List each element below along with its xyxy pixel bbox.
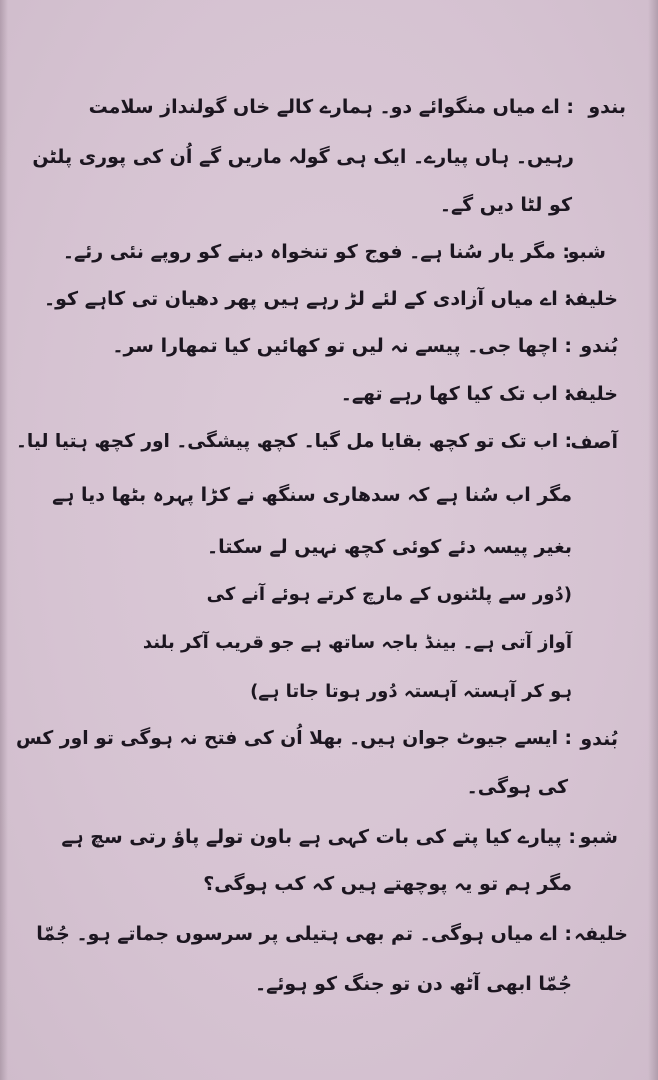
stage-direction-line: ہو کر آہستہ آہستہ دُور ہوتا جاتا ہے) <box>250 681 572 702</box>
dialogue-line: کی ہوگی۔ <box>466 776 568 798</box>
dialogue-line: بغیر پیسہ دئے کوئی کچھ نہیں لے سکتا۔ <box>206 536 572 558</box>
speaker-name: خلیفہ <box>563 383 618 405</box>
dialogue-line: رہیں۔ ہاں پیارے۔ ایک ہی گولہ ماریں گے اُن کی پوری پلٹن <box>32 146 574 168</box>
stage-direction-line: (دُور سے پلٹنوں کے مارچ کرتے ہوئے آنے کی <box>206 584 572 605</box>
dialogue-line: : اب تک کیا کھا رہے تھے۔ <box>340 383 572 405</box>
speaker-name: خلیفہ <box>573 923 628 945</box>
speaker-name: بندو <box>588 96 626 118</box>
dialogue-line: : اب تک تو کچھ بقایا مل گیا۔ کچھ پیشگی۔ اور کچھ ہتیا لیا۔ <box>16 431 572 452</box>
dialogue-line: : ایسے جیوٹ جوان ہیں۔ بھلا اُن کی فتح نہ ہوگی تو اور کس <box>15 728 572 749</box>
speaker-name: شبو <box>579 826 618 848</box>
dialogue-line: : اے میاں منگوائے دو۔ ہمارے کالے خاں گولنداز سلامت <box>88 96 574 118</box>
dialogue-line: : اے میاں ہوگی۔ تم بھی ہتیلی پر سرسوں جماتے ہو۔ جُمّا <box>36 923 572 945</box>
dialogue-line: مگر ہم تو یہ پوچھتے ہیں کہ کب ہوگی؟ <box>203 873 572 895</box>
dialogue-line: : اے میاں آزادی کے لئے لڑ رہے ہیں پھر دھیان تی کاہے کو۔ <box>43 288 572 310</box>
stage-direction-line: آواز آتی ہے۔ بینڈ باجہ ساتھ ہے جو قریب آکر بلند <box>142 632 572 653</box>
dialogue-line: جُمّا ابھی آٹھ دن تو جنگ کو ہوئے۔ <box>255 973 572 995</box>
dialogue-line: : اچھا جی۔ پیسے نہ لیں تو کھائیں کیا تمھارا سر۔ <box>112 335 572 357</box>
speaker-name: شبو <box>567 241 606 263</box>
speaker-name: بُندو <box>580 335 618 357</box>
dialogue-line: : مگر یار سُنا ہے۔ فوج کو تنخواہ دینے کو روپے نئی رئے۔ <box>62 241 570 263</box>
page-edge-shadow <box>648 0 658 1080</box>
speaker-name: بُندو <box>580 728 618 750</box>
dialogue-line: کو لٹا دیں گے۔ <box>439 194 572 216</box>
dialogue-line: : پیارے کیا پتے کی بات کہی ہے باون تولے پاؤ رتی سچ ہے <box>61 826 576 848</box>
dialogue-line: مگر اب سُنا ہے کہ سدھاری سنگھ نے کڑا پہرہ بٹھا دیا ہے <box>52 484 572 506</box>
speaker-name: خلیفہ <box>563 288 618 310</box>
speaker-name: آصف <box>570 431 618 453</box>
page-edge-shadow <box>0 0 8 1080</box>
